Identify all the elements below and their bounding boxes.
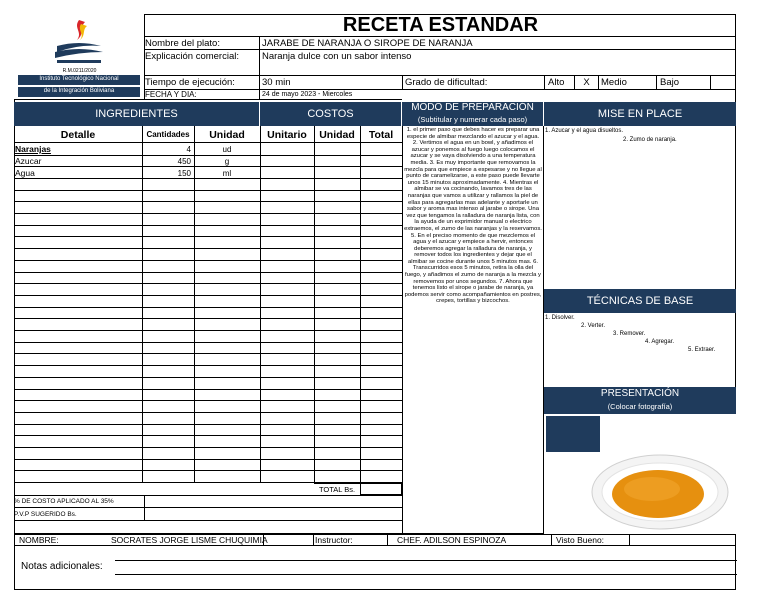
time-value: 30 min — [259, 76, 402, 90]
mise-header: MISE EN PLACE — [544, 102, 736, 126]
syrup-bowl-image — [544, 414, 736, 534]
table-row — [14, 225, 402, 238]
date-label: FECHA Y DIA: — [145, 90, 259, 100]
difficulty-mark: X — [574, 76, 598, 90]
difficulty-low: Bajo — [656, 76, 710, 90]
dish-label: Nombre del plato: — [145, 37, 259, 50]
method-text: 1. el primer paso que debes hacer es preparar una especie de almibar mezclando el azucar y el agua. 2. Vertimos el agua en un bowl, y añadimos el azucar y ponemos al fuego luego colocamos el azucar y se vaya disolviendo a una temperatura media. 3. Es muy importante que removamos la mezcla para que empiece a espesarse y no llegue al punto de caramelizarse, a este paso puede llevarte unos 15 minutos aproximadamente. 4. Mientras el almibar se va cocinando, lavamos tres de las naranjas que vamos a utilizar y rallamos la piel de ellas para agregarlas mas adelante y aportarle un sabor y aroma mas intenso al jarabe o sirope. Una vez que tengamos la ralladura de naranja lista, con la ayuda de un exprimidor manual o electrico extraemos, el zumo de las naranjas y la reservamos. 5. En el preciso momento de que mezclemos el agua y el azucar y empiece a hervir, entonces deberemos agregar la ralladura de naranja, y remover todos los ingredientes y dejar que el almibar se cocine durante unos 5 minutos mas. 6. Transcurridos esos 5 minutos, retira la olla del fuego, y añadimos el zumo de naranja a la mezcla y removemos por unos segundos. 7. Ahora que tenemos listo el sirope o jarabe de naranja, ya podemos servir como acompañamientos en postres, crepes, tortillas y bizcochos. — [404, 127, 542, 305]
mise-content — [545, 127, 735, 287]
col-detail: Detalle — [60, 129, 96, 141]
table-row — [14, 283, 402, 296]
pvp-value — [144, 508, 402, 521]
total-value — [360, 483, 402, 495]
table-row — [14, 190, 402, 203]
mise-item-2: 2. Zumo de naranja. — [623, 137, 677, 143]
ingredients-header: INGREDIENTES — [14, 102, 259, 126]
col-total: Total — [368, 129, 394, 141]
name-value: SOCRATES JORGE LISME CHUQUIMIA — [111, 535, 268, 545]
presentation-subtitle: (Colocar fotografía) — [607, 402, 673, 411]
ingredient-1-unit: ud — [222, 145, 232, 154]
technique-1: 1. Disolver. — [545, 315, 575, 321]
table-row — [14, 330, 402, 343]
table-row — [14, 248, 402, 261]
instructor-value: CHEF. ADILSON ESPINOZA — [397, 535, 507, 545]
table-row — [14, 377, 402, 390]
table-row — [14, 436, 402, 449]
institute-logo — [49, 18, 109, 66]
ingredient-2-detail: Azucar — [15, 156, 42, 166]
instructor-label: Instructor: — [315, 535, 353, 545]
ingredient-2-unit: g — [224, 157, 230, 166]
presentation-title: PRESENTACIÓN — [600, 388, 680, 399]
table-row — [14, 400, 402, 413]
table-row — [14, 412, 402, 425]
cost-applied-value — [144, 496, 402, 508]
table-header-row — [14, 126, 402, 143]
col-quantities: Cantidades — [146, 130, 190, 139]
commercial-label: Explicación comercial: — [145, 50, 259, 76]
pvp-label: P.V.P SUGERIDO Bs. — [14, 508, 144, 521]
costs-header: COSTOS — [260, 102, 401, 126]
table-row — [14, 202, 402, 215]
ingredient-1-qty: 4 — [186, 145, 191, 154]
cost-applied-label: % DE COSTO APLICADO AL 35% — [14, 496, 144, 508]
table-row — [14, 213, 402, 226]
presentation-photo — [544, 414, 736, 534]
method-subtitle: (Subtitular y numerar cada paso) — [417, 115, 528, 124]
table-row — [14, 389, 402, 402]
notes-block — [14, 546, 736, 590]
dish-value: JARABE DE NARANJA O SIROPE DE NARANJA — [259, 37, 736, 50]
table-row — [14, 365, 402, 378]
page-title: RECETA ESTANDAR — [145, 14, 736, 37]
table-row — [14, 237, 402, 250]
method-header — [402, 102, 543, 126]
ingredient-2-qty: 450 — [177, 157, 191, 166]
table-row — [14, 260, 402, 273]
table-row — [14, 471, 402, 484]
difficulty-high: Alto — [544, 76, 574, 90]
ingredient-3-qty: 150 — [177, 169, 191, 178]
footer-row — [14, 534, 736, 546]
col-cost-unit: Unidad — [319, 129, 355, 141]
table-row — [14, 424, 402, 437]
presentation-header — [544, 387, 736, 414]
table-row — [14, 447, 402, 460]
logo-block — [14, 14, 145, 100]
techniques-header: TÉCNICAS DE BASE — [544, 289, 736, 313]
institute-name-line2: de la Integración Boliviana — [18, 87, 140, 97]
technique-3: 3. Remover. — [613, 331, 646, 337]
rm-number: R.M.0211/2020 — [62, 68, 97, 74]
ingredient-1-detail: Naranjas — [15, 144, 51, 154]
difficulty-blank — [710, 76, 736, 90]
table-row — [14, 354, 402, 367]
time-label: Tiempo de ejecución: — [145, 76, 259, 90]
commercial-value: Naranja dulce con un sabor intenso — [259, 50, 736, 76]
difficulty-mid: Medio — [598, 76, 656, 90]
mise-item-1: 1. Azucar y el agua disueltos. — [545, 128, 624, 134]
table-row — [14, 459, 402, 472]
technique-5: 5. Extraer. — [688, 347, 716, 353]
ingredient-table — [14, 126, 402, 483]
table-row — [14, 342, 402, 355]
technique-4: 4. Agregar. — [645, 339, 675, 345]
approval-label: Visto Bueno: — [556, 535, 605, 545]
table-row — [14, 295, 402, 308]
total-label: TOTAL Bs. — [314, 483, 360, 495]
ingredient-3-unit: ml — [222, 169, 232, 178]
table-row — [14, 178, 402, 191]
techniques-content — [545, 314, 735, 386]
name-label: NOMBRE: — [19, 535, 59, 545]
notes-label: Notas adicionales: — [21, 561, 103, 572]
difficulty-label: Grado de dificultad: — [402, 76, 544, 90]
col-unit: Unidad — [209, 129, 245, 141]
col-unit-price: Unitario — [267, 129, 307, 141]
institute-name-line1: Instituto Tecnológico Nacional — [18, 75, 140, 85]
technique-2: 2. Verter. — [581, 323, 606, 329]
date-value: 24 de mayo 2023 - Miercoles — [259, 90, 402, 100]
method-title: MODO DE PREPARACIÓN — [411, 102, 534, 113]
ingredient-rows — [14, 143, 402, 483]
table-row — [14, 272, 402, 285]
ingredient-3-detail: Agua — [15, 168, 35, 178]
table-row — [14, 307, 402, 320]
table-row — [14, 319, 402, 332]
